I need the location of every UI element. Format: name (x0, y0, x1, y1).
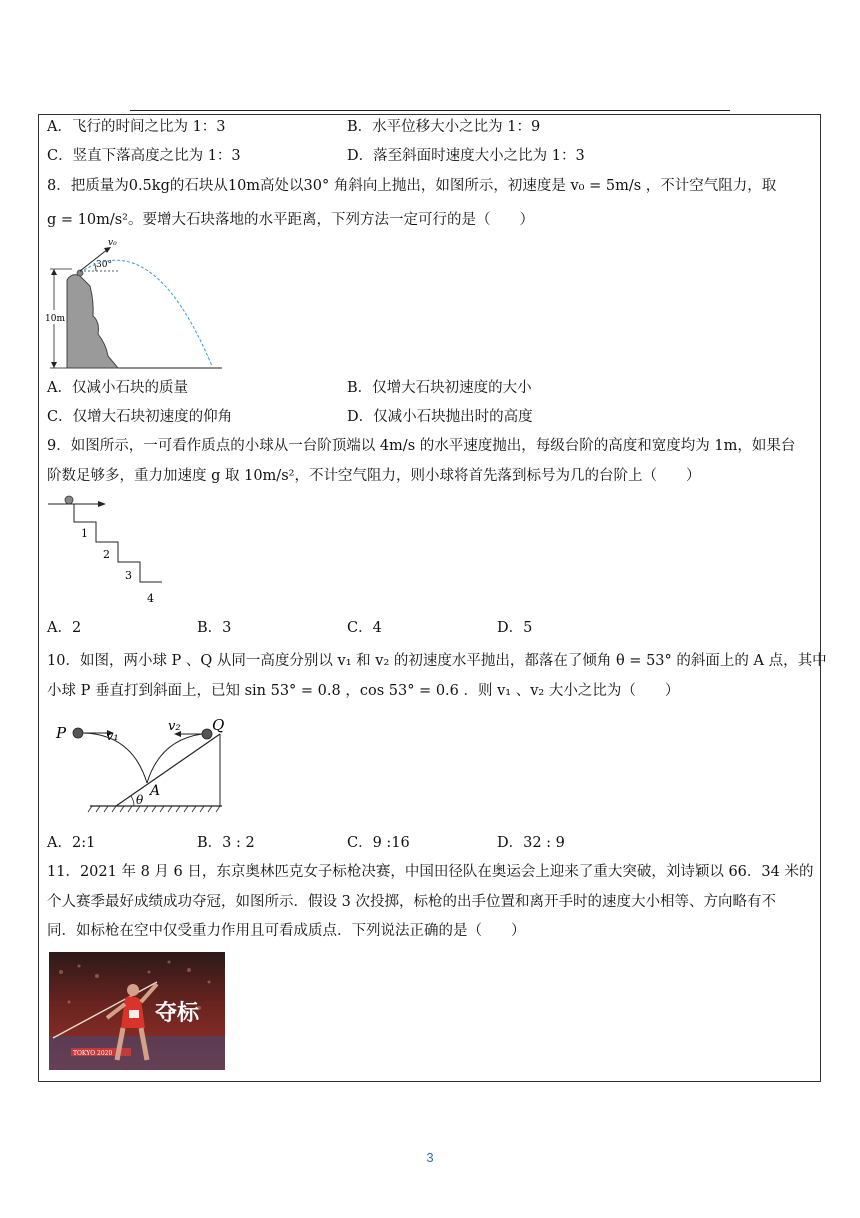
q8-option-b: B．仅增大石块初速度的大小 (347, 380, 532, 396)
page-number: 3 (426, 1150, 434, 1165)
q9-option-b: B．3 (197, 620, 232, 636)
q11-stem-line2: 个人赛季最好成绩成功夺冠，如图所示．假设 3 次投掷，标枪的出手位置和离开手时的速度大小相等、方向略有不 (47, 894, 776, 910)
q10-option-b: B．3 : 2 (197, 835, 255, 851)
q9-ball (65, 496, 73, 504)
q10-stem-line2: 小球 P 垂直打到斜面上，已知 sin 53° = 0.8 ，cos 53° = 0.6 ．则 v₁ 、v₂ 大小之比为（ ） (47, 683, 680, 699)
q10-option-c: C．9 :16 (347, 835, 410, 851)
q8-height-label: 10m (45, 314, 65, 324)
q9-option-a: A．2 (47, 620, 82, 636)
q9-stem-line1: 9．如图所示，一可看作质点的小球从一台阶顶端以 4m/s 的水平速度抛出，每级台阶的高度和宽度均为 1m，如果台 (47, 438, 796, 454)
q9-option-c: C．4 (347, 620, 382, 636)
q9-figure (44, 492, 174, 608)
q10-ball-p (73, 728, 83, 738)
q10-label-v2: v₂ (168, 719, 181, 734)
q8-option-a: A．仅减小石块的质量 (47, 380, 188, 396)
q11-stem-line1: 11．2021 年 8 月 6 日，东京奥林匹克女子标枪决赛，中国田径队在奥运会上迎来了重大突破，刘诗颖以 66．34 米的 (47, 864, 814, 880)
q10-label-p: P (56, 724, 67, 742)
q7-option-a: A．飞行的时间之比为 1：3 (47, 119, 226, 135)
q10-option-d: D．32 : 9 (497, 835, 565, 851)
q10-option-a: A．2:1 (47, 835, 96, 851)
q10-label-v1: v₁ (106, 729, 119, 744)
q9-step-3: 3 (125, 569, 132, 582)
q11-stem-line3: 同．如标枪在空中仅受重力作用且可看成质点．下列说法正确的是（ ） (47, 923, 526, 939)
q9-step-4: 4 (147, 592, 154, 605)
q10-figure (50, 712, 230, 816)
q11-photo-caption: 夺标 (155, 1000, 200, 1026)
q9-stem-line2: 阶数足够多，重力加速度 g 取 10m/s²，不计空气阻力，则小球将首先落到标号为几的台阶上（ ） (47, 468, 701, 484)
q10-label-a: A (150, 783, 161, 799)
q9-step-1: 1 (81, 527, 88, 540)
q9-step-2: 2 (103, 548, 110, 561)
q7-option-d: D．落至斜面时速度大小之比为 1：3 (347, 148, 585, 164)
q8-option-c: C．仅增大石块初速度的仰角 (47, 409, 233, 425)
q7-option-c: C．竖直下落高度之比为 1：3 (47, 148, 241, 164)
q9-option-d: D．5 (497, 620, 533, 636)
q8-angle-label: 30° (96, 260, 112, 270)
q10-label-q: Q (212, 716, 225, 734)
q10-theta-label: θ (136, 793, 144, 807)
q8-option-d: D．仅减小石块抛出时的高度 (347, 409, 533, 425)
q11-photo-banner: TOKYO 2020 (73, 1050, 113, 1057)
q10-stem-line1: 10．如图，两小球 P 、Q 从同一高度分别以 v₁ 和 v₂ 的初速度水平抛出，都落在了倾角 θ = 53° 的斜面上的 A 点，其中 (47, 653, 827, 669)
q7-option-b: B．水平位移大小之比为 1：9 (347, 119, 541, 135)
q11-photo (49, 952, 225, 1070)
q10-ball-q (202, 729, 212, 739)
q8-figure (44, 236, 229, 372)
q8-velocity-label: v₀ (108, 238, 117, 248)
q8-stem-line2: g = 10m/s²。要增大石块落地的水平距离，下列方法一定可行的是（ ） (47, 212, 534, 228)
q8-stem-line1: 8．把质量为0.5kg的石块从10m高处以30° 角斜向上抛出，如图所示，初速度是 v₀ = 5m/s ，不计空气阻力，取 (47, 178, 777, 194)
header-rule (130, 110, 730, 111)
